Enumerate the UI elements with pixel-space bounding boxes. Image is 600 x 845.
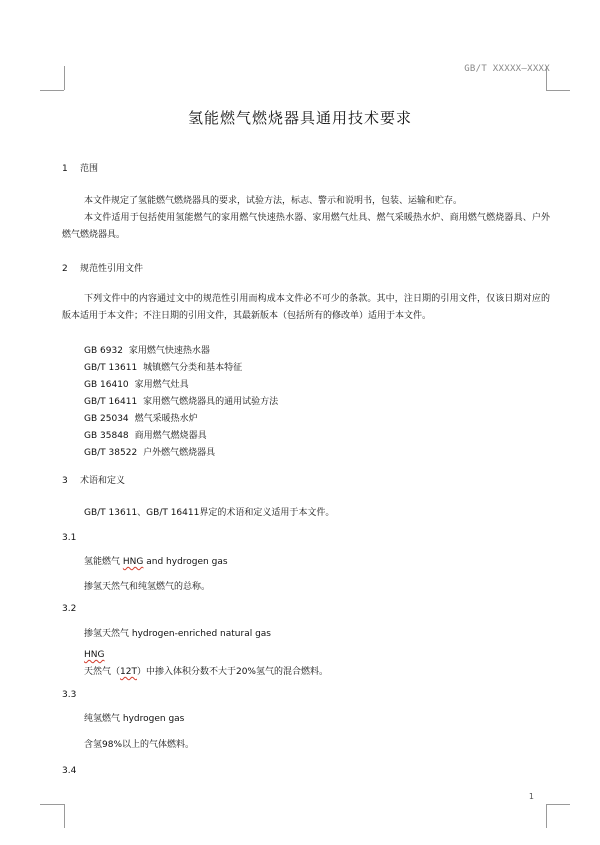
reference-title: 商用燃气燃烧器具	[134, 431, 207, 441]
term-number: 3.1	[62, 533, 77, 543]
reference-code: GB 6932	[84, 346, 123, 356]
document-code: GB/T XXXXX—XXXX	[464, 64, 550, 74]
term-definition: 掺氢天然气和纯氢燃气的总称。	[84, 582, 211, 592]
definition-code: 12T	[120, 667, 137, 677]
section-heading-terms-and-definitions	[62, 477, 125, 486]
term-english: hydrogen gas	[122, 714, 185, 724]
term-name: 纯氢燃气	[84, 714, 121, 724]
crop-mark-top-right-h	[546, 90, 570, 91]
reference-code: GB 16410	[84, 380, 129, 390]
term-abbreviation: HNG	[84, 650, 105, 660]
reference-code: GB/T 16411	[84, 397, 138, 407]
term-number: 3.2	[62, 604, 77, 614]
paragraph: 下列文件中的内容通过文中的规范性引用而构成本文件必不可少的条款。其中，注日期的引用文件，仅该日期对应的版本适用于本文件；不注日期的引用文件，其最新版本（包括所有的修改单）适用于本文件。	[62, 294, 550, 321]
definition-part: 天然气（	[84, 667, 121, 677]
crop-mark-top-left-h	[40, 90, 64, 91]
reference-code: GB/T 38522	[84, 448, 138, 458]
reference-code: GB 25034	[84, 414, 129, 424]
page-number: 1	[528, 792, 534, 801]
section-title: 规范性引用文件	[80, 264, 144, 274]
section-number: 1	[62, 164, 68, 174]
reference-title: 城镇燃气分类和基本特征	[143, 363, 243, 373]
reference-title: 家用燃气灶具	[134, 380, 189, 390]
term-english: and hydrogen gas	[146, 557, 228, 567]
reference-item	[84, 347, 210, 356]
term-english: hydrogen-enriched natural gas	[131, 629, 271, 639]
reference-item	[84, 449, 215, 458]
section-title: 范围	[80, 164, 99, 174]
term-entry	[84, 630, 271, 639]
section-number: 2	[62, 264, 68, 274]
reference-title: 家用燃气燃烧器具的通用试验方法	[143, 397, 279, 407]
term-definition	[84, 668, 328, 677]
reference-code: GB/T 13611	[84, 363, 138, 373]
crop-mark-bottom-right-v	[546, 804, 547, 828]
reference-item	[84, 415, 198, 424]
paragraph: 本文件规定了氢能燃气燃烧器具的要求，试验方法，标志、警示和说明书，包装、运输和贮存。	[84, 196, 463, 206]
term-number: 3.3	[62, 690, 77, 700]
term-definition: 含氢98%以上的气体燃料。	[84, 740, 195, 750]
reference-item	[84, 364, 242, 373]
reference-item	[84, 432, 207, 441]
term-entry	[84, 715, 184, 724]
reference-title: 燃气采暖热水炉	[134, 414, 198, 424]
reference-item	[84, 398, 278, 407]
definition-part: ）中掺入体积分数不大于20%氢气的混合燃料。	[136, 667, 328, 677]
paragraph: 本文件适用于包括使用氢能燃气的家用燃气快速热水器、家用燃气灶具、燃气采暖热水炉、商用燃气燃烧器具、户外燃气燃烧器具。	[62, 213, 550, 240]
crop-mark-bottom-right-h	[546, 804, 570, 805]
page-title: 氢能燃气燃烧器具通用技术要求	[187, 109, 412, 127]
reference-title: 户外燃气燃烧器具	[143, 448, 216, 458]
section-heading-scope	[62, 165, 98, 174]
reference-item	[84, 381, 189, 390]
section-number: 3	[62, 476, 68, 486]
term-abbreviation-line	[84, 651, 104, 660]
reference-code: GB 35848	[84, 431, 129, 441]
crop-mark-bottom-left-h	[40, 804, 64, 805]
term-entry	[84, 558, 228, 567]
crop-mark-top-left-v	[64, 66, 65, 90]
term-name: 掺氢天然气	[84, 629, 130, 639]
section-heading-normative-references	[62, 265, 143, 274]
reference-title: 家用燃气快速热水器	[128, 346, 210, 356]
term-abbreviation: HNG	[122, 557, 144, 567]
term-number: 3.4	[62, 766, 77, 776]
term-name: 氢能燃气	[84, 557, 121, 567]
crop-mark-bottom-left-v	[64, 804, 65, 828]
section-title: 术语和定义	[80, 476, 126, 486]
section-intro: GB/T 13611、GB/T 16411界定的术语和定义适用于本文件。	[84, 508, 335, 518]
